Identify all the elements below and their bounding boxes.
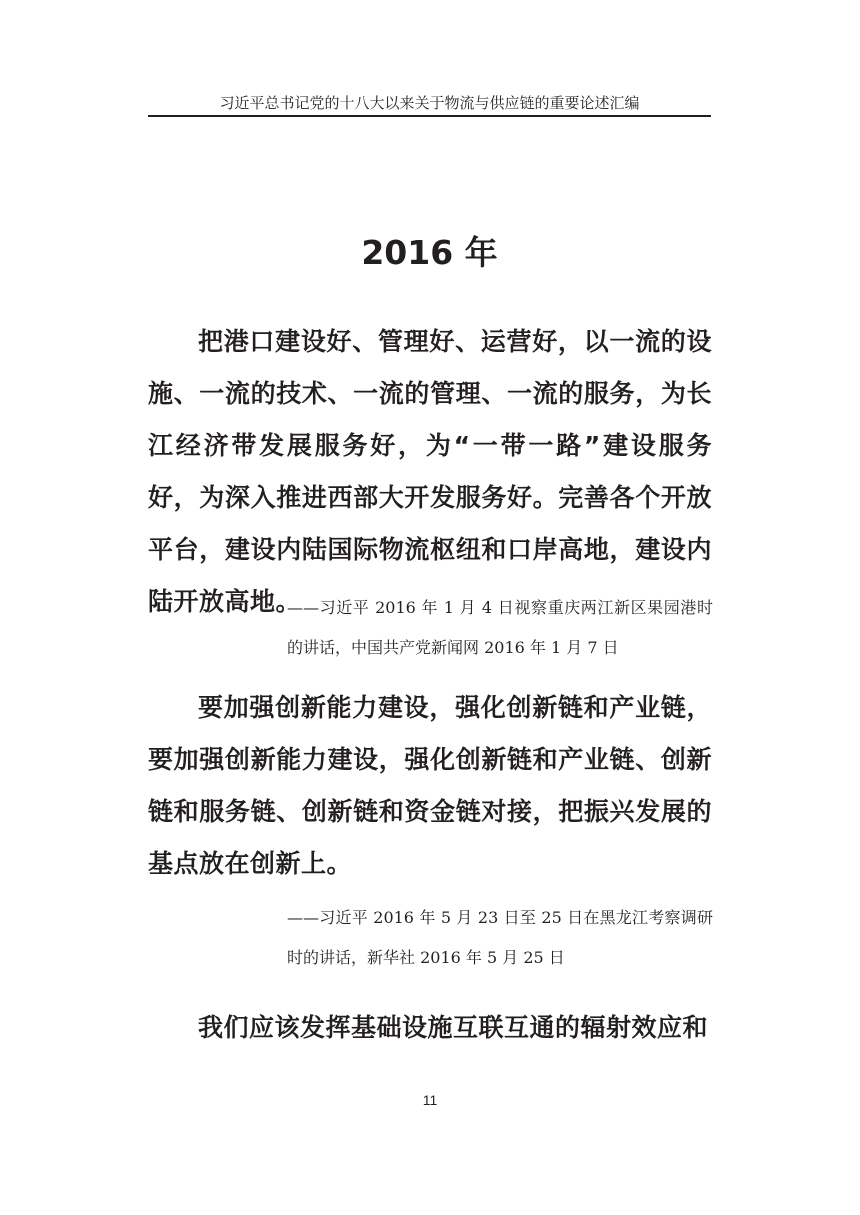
quote-paragraph: 把港口建设好、管理好、运营好，以一流的设施、一流的技术、一流的管理、一流的服务，为长江经济带发展服务好，为“一带一路”建设服务好，为深入推进西部大开发服务好。完善各个开放平台，建设内陆国际物流枢纽和口岸高地，建设内陆开放高地。 [148,327,712,616]
quote-source: ——习近平 2016 年 5 月 23 日至 25 日在黑龙江考察调研时的讲话，新华社 2016 年 5 月 25 日 [287,908,713,967]
quote-paragraph: 我们应该发挥基础设施互联互通的辐射效应和 [198,1013,709,1042]
quote-paragraph: 要加强创新能力建设，强化创新链和产业链，要加强创新能力建设，强化创新链和产业链、创新链和服务链、创新链和资金链对接，把振兴发展的基点放在创新上。 [148,693,712,878]
quote-source: ——习近平 2016 年 1 月 4 日视察重庆两江新区果园港时的讲话，中国共产党新闻网 2016 年 1 月 7 日 [287,598,713,657]
header-rule [148,115,711,117]
running-header: 习近平总书记党的十八大以来关于物流与供应链的重要论述汇编 [219,94,640,112]
year-heading: 2016 年 [361,233,498,272]
page-number: 11 [422,1092,438,1108]
